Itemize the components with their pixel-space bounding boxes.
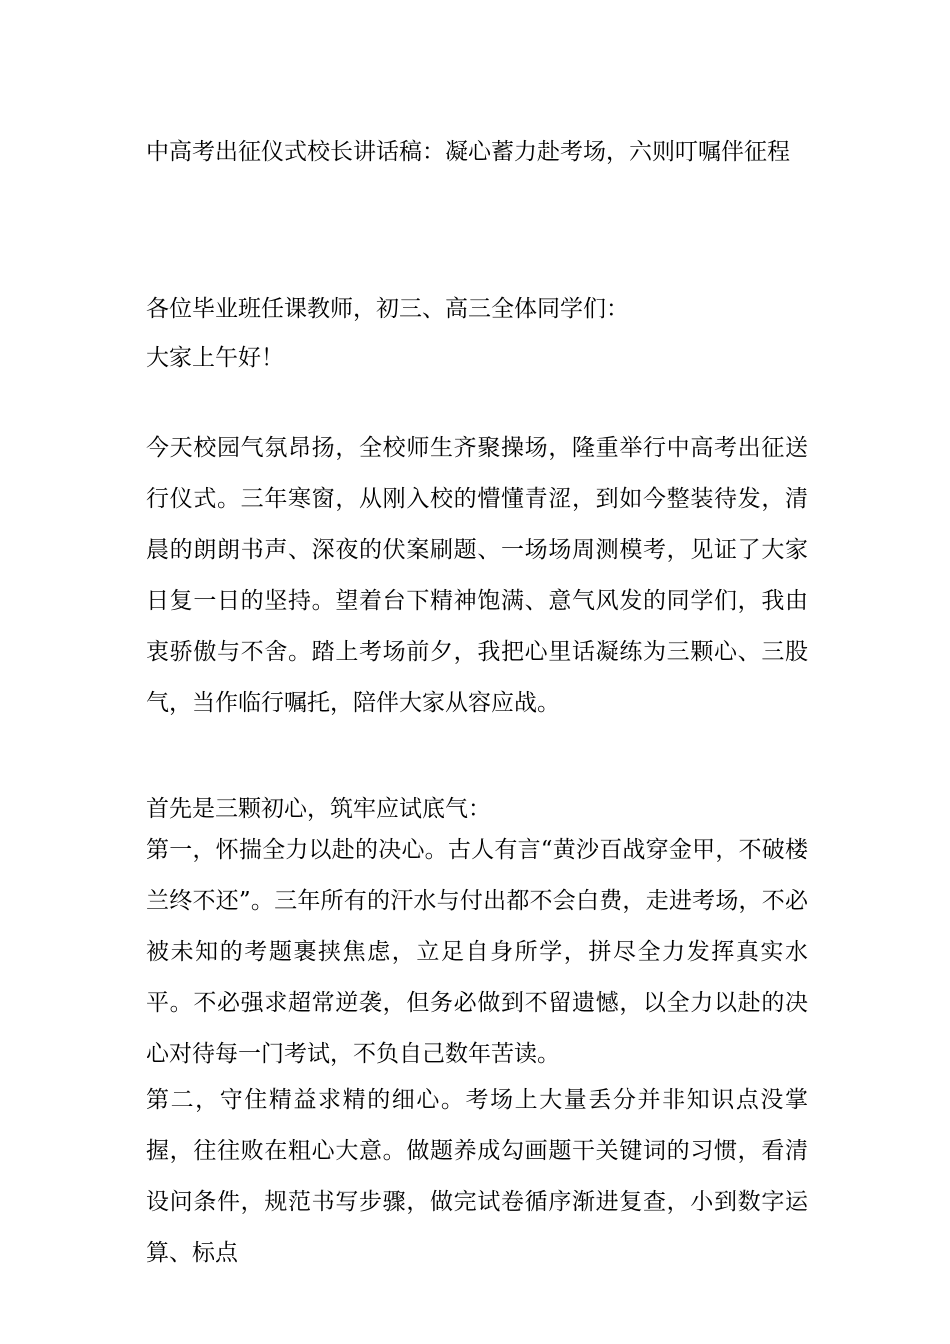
greeting: 大家上午好！: [146, 345, 284, 371]
point-one-paragraph: 第一，怀揣全力以赴的决心。古人有言“黄沙百战穿金甲，不破楼兰终不还”。三年所有的汗水与付出都不会白费，走进考场，不必被未知的考题裹挟焦虑，立足自身所学，拼尽全力发挥真实水平。不必强求超常逆袭，但务必做到不留遗憾，以全力以赴的决心对待每一门考试，不负自己数年苦读。: [146, 837, 808, 1067]
section-heading: 首先是三颗初心，筑牢应试底气：: [146, 796, 491, 822]
document-title: 中高考出征仪式校长讲话稿：凝心蓄力赴考场，六则叮嘱伴征程: [146, 139, 790, 165]
opening-paragraph: 今天校园气氛昂扬，全校师生齐聚操场，隆重举行中高考出征送行仪式。三年寒窗，从刚入校的懵懂青涩，到如今整装待发，清晨的朗朗书声、深夜的伏案刷题、一场场周测模考，见证了大家日复一日的坚持。望着台下精神饱满、意气风发的同学们，我由衷骄傲与不舍。踏上考场前夕，我把心里话凝练为三颗心、三股气，当作临行嘱托，陪伴大家从容应战。: [146, 435, 808, 716]
point-two-paragraph: 第二，守住精益求精的细心。考场上大量丢分并非知识点没掌握，往往败在粗心大意。做题养成勾画题干关键词的习惯，看清设问条件，规范书写步骤，做完试卷循序渐进复查，小到数字运算、标点: [146, 1087, 808, 1266]
salutation: 各位毕业班任课教师，初三、高三全体同学们：: [146, 296, 629, 322]
